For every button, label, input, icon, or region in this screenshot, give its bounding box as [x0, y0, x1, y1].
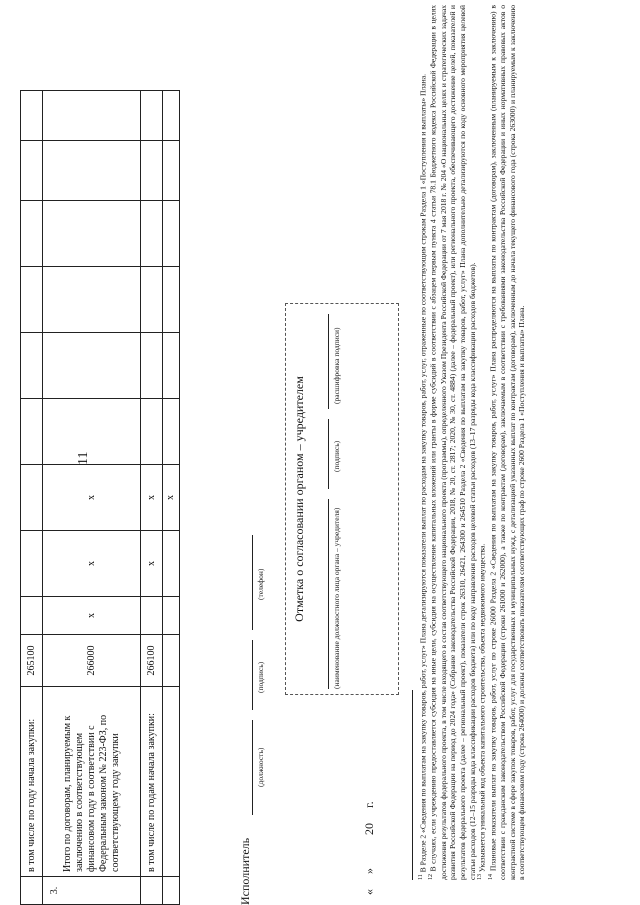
row-number	[141, 877, 163, 905]
page-number: 11	[76, 451, 91, 465]
row-number: 3.	[43, 877, 141, 905]
table-cell	[43, 333, 141, 399]
row-number	[163, 877, 180, 905]
row-label	[163, 687, 180, 877]
table-cell: x	[141, 465, 163, 531]
row-code: 266000	[43, 635, 141, 687]
row-number	[21, 877, 43, 905]
org-official-caption: (наименование должностного лица органа – учредителя)	[332, 507, 341, 689]
approval-title: Отметка о согласовании органом – учредителем	[292, 376, 306, 622]
table-cell	[43, 141, 141, 201]
org-official-line	[328, 499, 329, 689]
table-cell: x	[43, 597, 141, 635]
plan-table	[20, 90, 180, 905]
table-cell	[163, 597, 180, 635]
row-code: 266100	[141, 635, 163, 687]
table-cell	[21, 267, 43, 333]
table-cell	[141, 201, 163, 267]
footnote	[488, 5, 527, 880]
table-cell	[43, 399, 141, 465]
footnote	[418, 5, 428, 880]
executor-label: Исполнитель	[238, 837, 252, 905]
footnote-mark: 12	[428, 874, 435, 880]
footnote	[428, 5, 477, 880]
table-cell	[141, 399, 163, 465]
table-row	[141, 91, 163, 905]
table-cell	[141, 91, 163, 141]
footnotes	[418, 5, 527, 880]
table-cell	[21, 531, 43, 597]
table-row	[21, 91, 43, 905]
table-cell	[163, 531, 180, 597]
table-cell	[21, 91, 43, 141]
footnote	[477, 5, 487, 880]
table-cell	[163, 333, 180, 399]
table-cell	[141, 597, 163, 635]
table-cell	[21, 399, 43, 465]
signature-caption: (подпись)	[256, 661, 265, 693]
footnote-mark: 13	[477, 874, 484, 880]
table-cell	[21, 201, 43, 267]
footnote-text: В Разделе 2 «Сведения по выплатам на закупку товаров, работ, услуг» Плана детализируются показатели выплат по расходам на закупку товаров, работ, услуг, отраженные по соответствующим строкам Раздела 1 «Поступления и выплаты» Плана.	[418, 73, 428, 873]
signature-line	[252, 640, 253, 710]
footnote-mark: 11	[418, 874, 424, 880]
footnote-divider	[412, 690, 413, 880]
table-row	[43, 91, 141, 905]
table-cell	[163, 91, 180, 141]
phone-line	[252, 535, 253, 630]
table-cell: x	[163, 465, 180, 531]
table-cell	[163, 201, 180, 267]
approval-box	[285, 303, 399, 695]
row-code: 265100	[21, 635, 43, 687]
table-cell	[141, 141, 163, 201]
footnote-text: Указывается уникальный код объекта капитального строительства, объекта недвижимого имущества.	[477, 543, 487, 873]
row-label: в том числе по году начала закупки:	[21, 687, 43, 877]
approval-signature-line	[328, 419, 329, 489]
date-field: « » 20 г.	[362, 801, 376, 895]
table-cell	[163, 399, 180, 465]
footnote-text: В случаях, если учреждению предоставляется субсидия на иные цели, субсидия на осуществление капитальных вложений или гранты в форме субсидий в соответствии с абзацем первым пункта 4 статьи 78.1 Бюджетного кодекса Российской Федерации в целях достижения результатов федерального проекта, в том числе входящего в состав соответствующего национального проекта (программы), определенного Указом Президента Российской Федерации от 7 мая 2018 г. № 204 «О национальных целях и стратегических задачах развития Российской Федерации на период до 2024 года» (Собрание законодательства Российской Федерации, 2018, № 20, ст. 2817; 2020, № 30, ст. 4884) (далее – федеральный проект), или регионального проекта, обеспечивающего достижение целей, показателей и результатов федерального проекта (далее – региональный проект), показатели строк 26310, 26421, 264300 и 264510 Раздела 2 «Сведения по выплатам на закупку товаров, работ, услуг» Плана дополнительно детализируются по коду основного мероприятия целевой статьи расходов (12–15 разряды кода классификации расходов бюджета) или по коду направления расходов целевой статьи расходов (13–17 разряды кода классификации расходов бюджетов).	[428, 5, 477, 880]
position-caption: (должность)	[256, 747, 265, 787]
table-cell	[163, 141, 180, 201]
row-code	[163, 635, 180, 687]
position-line	[252, 720, 253, 815]
table-cell	[43, 267, 141, 333]
table-cell: x	[43, 531, 141, 597]
table-row	[163, 91, 180, 905]
table-cell	[21, 141, 43, 201]
table-cell: x	[141, 531, 163, 597]
footnote-mark: 14	[487, 874, 494, 880]
approval-signature-caption: (подпись)	[332, 440, 341, 472]
footnote-text: Плановые показатели выплат на закупку товаров, работ, услуг по строке 26000 Раздела 2 «Сведения по выплатам на закупку товаров, работ, услуг» Плана распределяются на выплаты по контрактам (договорам), заключенным (планируемым к заключению) в соответствии с гражданским законодательством Российской Федерации (строки 261000 и 262000), а также по контрактам (договорам), заключаемым в соответствии с требованиями законодательства Российской Федерации и иных нормативных правовых актов о контрактной системе в сфере закупок товаров, работ, услуг для государственных и муниципальных нужд, с детализацией указанных выплат по контрактам (договорам), заключенным до начала текущего финансового года (строка 263000) и планируемым к заключению в соответствующем финансовом году (строка 264000) и должны соответствовать показателям соответствующих граф по строке 2600 Раздела 1 «Поступления и выплаты» Плана.	[488, 5, 527, 880]
table-cell	[21, 465, 43, 531]
table-cell	[43, 91, 141, 141]
table-cell	[163, 267, 180, 333]
row-label: в том числе по годам начала закупки:	[141, 687, 163, 877]
table-cell	[43, 201, 141, 267]
table-cell: x	[43, 465, 141, 531]
row-label: Итого по договорам, планируемым к заключению в соответствующем финансовом году в соответствии с Федеральным законом № 223-ФЗ, по соответствующему году закупки	[43, 687, 141, 877]
table-cell	[141, 267, 163, 333]
table-cell	[141, 333, 163, 399]
approval-decoding-line	[328, 314, 329, 409]
approval-decoding-caption: (расшифровка подписи)	[332, 327, 341, 404]
phone-caption: (телефон)	[256, 568, 265, 600]
table-cell	[21, 597, 43, 635]
table-cell	[21, 333, 43, 399]
